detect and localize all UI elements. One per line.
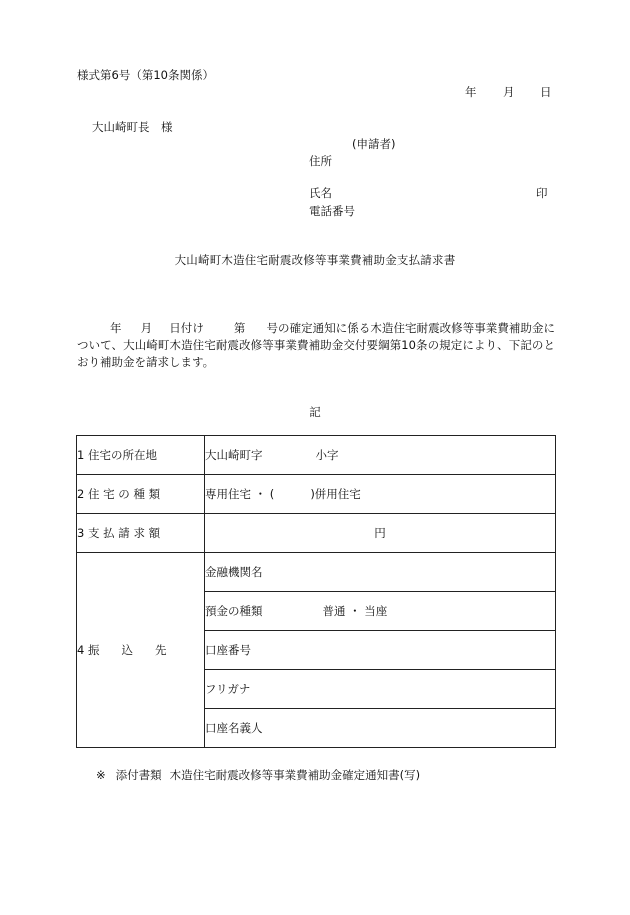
note-label: 添付書類 [115, 768, 162, 782]
applicant-label: (申請者) [352, 137, 396, 151]
attachment-note [96, 767, 420, 783]
request-body [77, 320, 555, 371]
amount-label: 3 支 払 請 求 額 [77, 514, 205, 553]
house-type-value[interactable] [205, 475, 556, 514]
body-rest: 号の確定通知に係る木造住宅耐震改修等事業費補助金について、大山崎町木造住宅耐震改修等事業費補助金交付要綱第10条の規定により、下記のとおり補助金を請求します。 [77, 321, 556, 369]
location-value[interactable] [205, 436, 556, 475]
furigana-field[interactable]: フリガナ [205, 670, 556, 709]
body-dated: 日付け [169, 321, 204, 335]
amount-unit: 円 [374, 526, 386, 540]
account-holder-field[interactable]: 口座名義人 [205, 709, 556, 748]
deposit-type-field[interactable]: 預金の種類 普通 ・ 当座 [205, 592, 556, 631]
note-mark: ※ [96, 768, 106, 782]
body-month: 月 [140, 321, 153, 335]
house-type-label: 2 住 宅 の 種 類 [77, 475, 205, 514]
account-number-field[interactable]: 口座番号 [205, 631, 556, 670]
request-table [76, 435, 556, 748]
document-title: 大山崎町木造住宅耐震改修等事業費補助金支払請求書 [174, 253, 456, 267]
deposit-options: 普通 ・ 当座 [322, 604, 388, 618]
name-label: 氏名 [309, 186, 332, 200]
phone-label: 電話番号 [309, 204, 355, 218]
body-year: 年 [110, 321, 122, 335]
date-day: 日 [540, 85, 552, 99]
address-label: 住所 [309, 154, 332, 168]
amount-value[interactable] [205, 514, 556, 553]
bank-name-field[interactable]: 金融機関名 [205, 553, 556, 592]
seal-mark: 印 [536, 186, 548, 200]
house-type-option-combined: )併用住宅 [310, 487, 361, 501]
addressee: 大山崎町長 様 [92, 120, 173, 134]
location-label: 1 住宅の所在地 [77, 436, 205, 475]
date-year: 年 [465, 85, 477, 99]
body-no: 第 [233, 321, 246, 335]
town-aza: 大山崎町字 [205, 448, 263, 462]
ki-heading: 記 [309, 405, 321, 419]
koaza: 小字 [315, 448, 339, 462]
date-month: 月 [503, 85, 515, 99]
transfer-destination-label: 4 振 込 先 [77, 553, 205, 748]
house-type-option-dedicated: 専用住宅 ・ ( [205, 487, 275, 501]
form-number: 様式第6号（第10条関係） [77, 68, 214, 82]
note-text: 木造住宅耐震改修等事業費補助金確定通知書(写) [169, 768, 421, 782]
